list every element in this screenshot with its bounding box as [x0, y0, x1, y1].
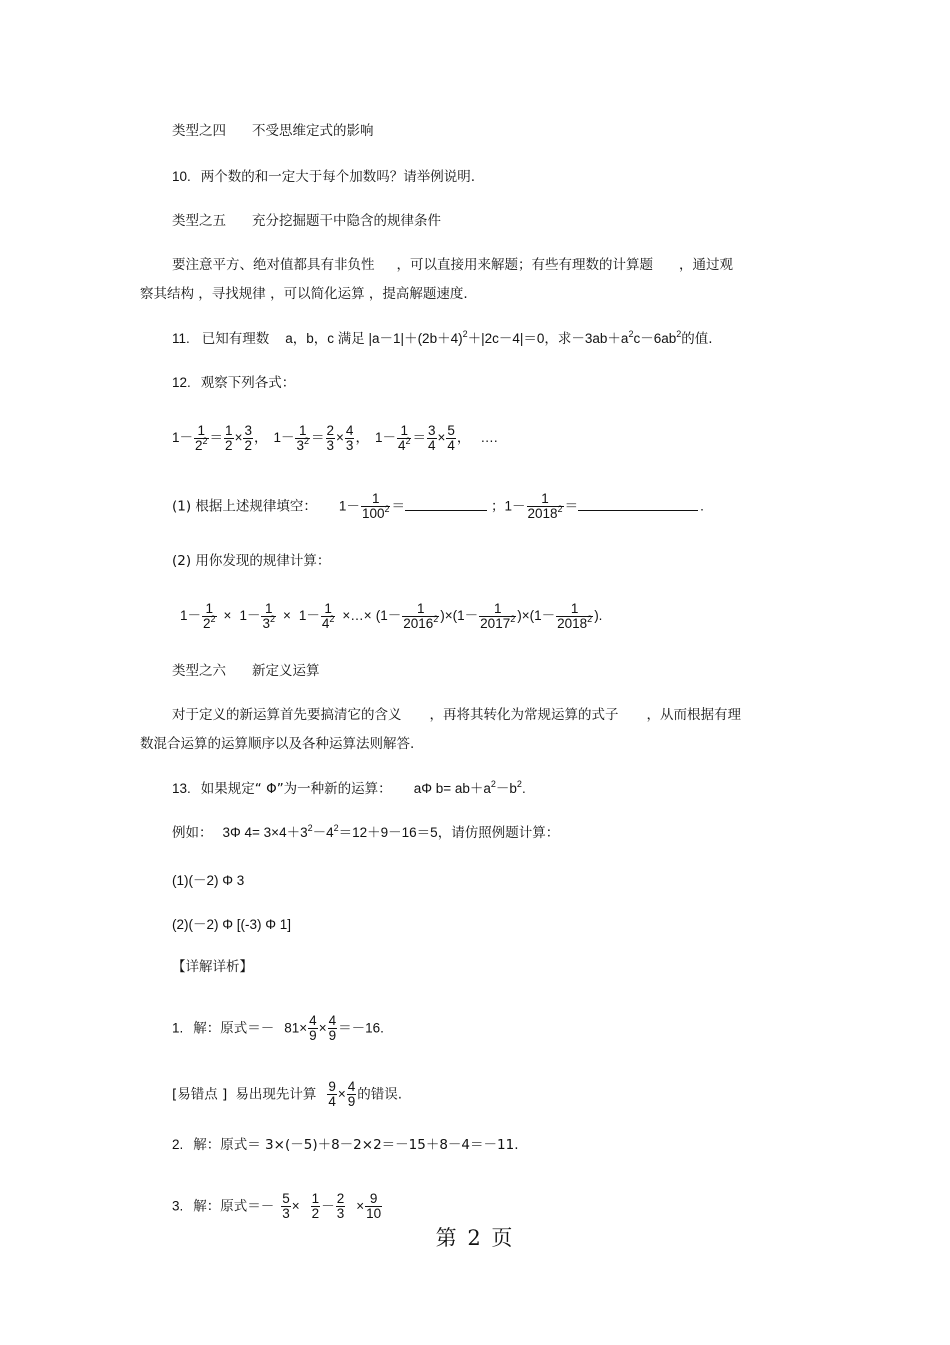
section-heading-type6 — [172, 662, 320, 680]
value: 81× — [284, 1020, 308, 1036]
equals: ＝ — [564, 498, 579, 514]
q13-part1: (1)(－2) Φ 3 — [172, 873, 245, 888]
section-heading-type5 — [172, 212, 441, 230]
answer-blank[interactable] — [578, 498, 698, 511]
separator: ， — [253, 430, 268, 446]
term-lead: 1－ — [180, 608, 202, 624]
solution-label: 解：原式＝－ — [193, 1020, 275, 1037]
solution-number: 3. — [172, 1198, 184, 1214]
fraction: $\frac{2}{3}$ — [326, 423, 335, 453]
q11-condition: a，b，c 满足 |a－1|＋(2b＋4) — [285, 331, 463, 346]
minus: － — [321, 1198, 335, 1214]
section-title: 不受思维定式的影响 — [252, 123, 374, 139]
fraction: $\frac{1}{2^2}$ — [195, 423, 208, 453]
q12-part1 — [172, 492, 704, 521]
desc-part: 对于定义的新运算首先要搞清它的含义 — [172, 707, 402, 723]
times: × — [223, 608, 232, 624]
example-expression: －4 — [312, 825, 334, 840]
term-lead: 1－ — [239, 608, 261, 624]
exponent: 2 — [628, 329, 634, 339]
error-text: 易出现先计算 — [235, 1086, 317, 1103]
separator: ， — [355, 430, 369, 446]
error-note — [172, 1080, 402, 1109]
fraction: $\frac{1}{2}$ — [225, 423, 233, 453]
question-number: 10. — [172, 169, 191, 184]
question-number: 13. — [172, 781, 191, 796]
formula-lead: 1－ — [172, 430, 194, 446]
solution-2 — [172, 1136, 519, 1154]
exponent: 2 — [676, 329, 682, 339]
type6-desc-line1 — [172, 706, 741, 724]
period: . — [521, 781, 526, 796]
section-title: 充分挖掘题干中隐含的规律条件 — [252, 213, 441, 229]
fraction: $\frac{1}{2016^2}$ — [403, 601, 439, 631]
question-text: 如果规定“ Φ”为一种新的运算： — [200, 781, 392, 797]
times: × — [318, 1020, 327, 1036]
fraction: $\frac{3}{4}$ — [427, 423, 436, 453]
page-number: 第 2 页 — [435, 1226, 515, 1250]
solution-label: 解：原式＝－ — [193, 1198, 275, 1215]
formula-lead: 1－ — [273, 430, 295, 446]
close-paren: ). — [594, 608, 603, 624]
fraction: $\frac{5}{4}$ — [447, 423, 455, 453]
section-label: 类型之六 — [172, 663, 226, 679]
q11-condition: ＋|2c－4|＝0，求－3ab＋a — [467, 331, 629, 346]
solution-3 — [172, 1192, 383, 1221]
equals: ＝ — [391, 498, 405, 514]
desc-part: ，可以直接用来解题；有些有理数的计算题 — [396, 257, 653, 273]
fraction: $\frac{1}{4^2}$ — [397, 423, 411, 453]
q11-expression: c－6ab — [633, 331, 677, 346]
exponent: 2 — [516, 779, 522, 789]
times: × — [282, 608, 291, 624]
error-text: 的错误. — [357, 1086, 403, 1103]
solution-number: 2. — [172, 1137, 184, 1152]
question-10 — [172, 168, 475, 186]
times: × — [437, 430, 446, 446]
exponent: 2 — [333, 823, 339, 833]
fraction: $\frac{1}{2018^2}$ — [527, 491, 563, 521]
exponent: 2 — [462, 329, 468, 339]
equals: ＝ — [209, 430, 224, 446]
desc-part: ，再将其转化为常规运算的式子 — [429, 707, 619, 723]
formula-lead: 1－ — [338, 498, 360, 514]
fraction: $\frac{4}{3}$ — [345, 423, 354, 453]
term-lead: )×(1－ — [440, 608, 479, 624]
fraction: $\frac{1}{100^2}$ — [361, 491, 390, 521]
example-expression: ＝12＋9－16＝5，请仿照例题计算： — [338, 825, 560, 840]
fraction: $\frac{4}{9}$ — [328, 1013, 337, 1043]
exponent: 2 — [490, 779, 496, 789]
q11-text: 已知有理数 — [201, 331, 270, 347]
desc-part: 要注意平方、绝对值都具有非负性 — [172, 257, 375, 273]
type5-desc-line2: 察其结构 ，寻找规律 ，可以简化运算 ，提高解题速度. — [140, 286, 468, 302]
fraction: $\frac{1}{2^2}$ — [203, 601, 216, 631]
q13-part2: (2)(－2) Φ [(-3) Φ 1] — [172, 917, 292, 932]
answer-blank[interactable] — [405, 498, 487, 511]
fraction: $\frac{3}{2}$ — [244, 423, 252, 453]
section-heading-type4 — [172, 122, 374, 140]
term-lead: 1－ — [298, 608, 320, 624]
q12-part2-expression — [180, 602, 602, 631]
question-11 — [172, 330, 713, 348]
equals: ＝ — [311, 430, 325, 446]
q12-part2-label: (2) 用你发现的规律计算： — [172, 553, 331, 569]
times: × — [234, 430, 243, 446]
term-lead: (1－ — [375, 608, 402, 624]
operation-definition: aΦ b= ab＋a — [413, 781, 491, 796]
equals: ＝ — [412, 430, 426, 446]
result: ＝－16. — [338, 1020, 384, 1036]
exponent: 2 — [307, 823, 313, 833]
solution-number: 1. — [172, 1020, 184, 1036]
fraction: $\frac{1}{2018^2}$ — [557, 601, 593, 631]
separator: ， — [456, 430, 471, 446]
fraction: $\frac{9}{4}$ — [328, 1079, 336, 1109]
fraction: $\frac{1}{3^2}$ — [296, 423, 310, 453]
formula-lead: 1－ — [504, 498, 526, 514]
question-text: 两个数的和一定大于每个加数吗？请举例说明. — [200, 169, 476, 185]
question-text: 观察下列各式： — [200, 375, 296, 391]
solution-1 — [172, 1014, 384, 1043]
question-12 — [172, 374, 295, 392]
fraction: $\frac{1}{3^2}$ — [262, 601, 275, 631]
fraction: $\frac{4}{9}$ — [309, 1013, 317, 1043]
pattern-formulas — [172, 424, 498, 453]
question-number: 12. — [172, 375, 191, 390]
fraction: $\frac{2}{3}$ — [336, 1191, 345, 1221]
times: × — [291, 1198, 300, 1214]
desc-part: ，从而根据有理 — [646, 707, 741, 723]
section-title: 新定义运算 — [252, 663, 320, 679]
times: × — [336, 430, 344, 446]
times: × — [356, 1198, 365, 1214]
q13-example — [172, 824, 559, 842]
question-number: 11. — [172, 331, 190, 346]
desc-part: ，通过观 — [679, 257, 733, 273]
solutions-header: 【详解详析】 — [172, 959, 253, 975]
type6-desc-line2: 数混合运算的运算顺序以及各种运算法则解答. — [140, 736, 415, 752]
period: . — [700, 498, 704, 514]
error-tag: [易错点 ] — [172, 1086, 228, 1103]
section-label: 类型之四 — [172, 123, 226, 139]
term-lead: )×(1－ — [517, 608, 556, 624]
times: × — [337, 1086, 346, 1102]
example-expression: 3Φ 4= 3×4＋3 — [222, 825, 308, 840]
fraction: $\frac{1}{2017^2}$ — [480, 601, 516, 631]
operation-definition: －b — [495, 781, 517, 796]
ellipsis: …. — [480, 430, 498, 446]
question-13 — [172, 780, 526, 798]
fraction: $\frac{5}{3}$ — [282, 1191, 290, 1221]
q11-text: 的值. — [681, 331, 713, 347]
separator: ； — [490, 498, 505, 515]
section-label: 类型之五 — [172, 213, 226, 229]
type5-desc-line1 — [172, 256, 733, 274]
fraction: $\frac{4}{9}$ — [347, 1079, 356, 1109]
formula-lead: 1－ — [374, 430, 396, 446]
fraction: $\frac{1}{4^2}$ — [321, 601, 335, 631]
solution-text: 解：原式＝ 3×(－5)＋8－2×2＝－15＋8－4＝－11. — [193, 1137, 519, 1153]
part-label: (1) 根据上述规律填空： — [172, 498, 317, 515]
fraction: $\frac{9}{10}$ — [366, 1191, 382, 1221]
example-label: 例如： — [172, 825, 213, 841]
ellipsis-times: ×…× — [342, 608, 372, 624]
fraction: $\frac{1}{2}$ — [311, 1191, 320, 1221]
